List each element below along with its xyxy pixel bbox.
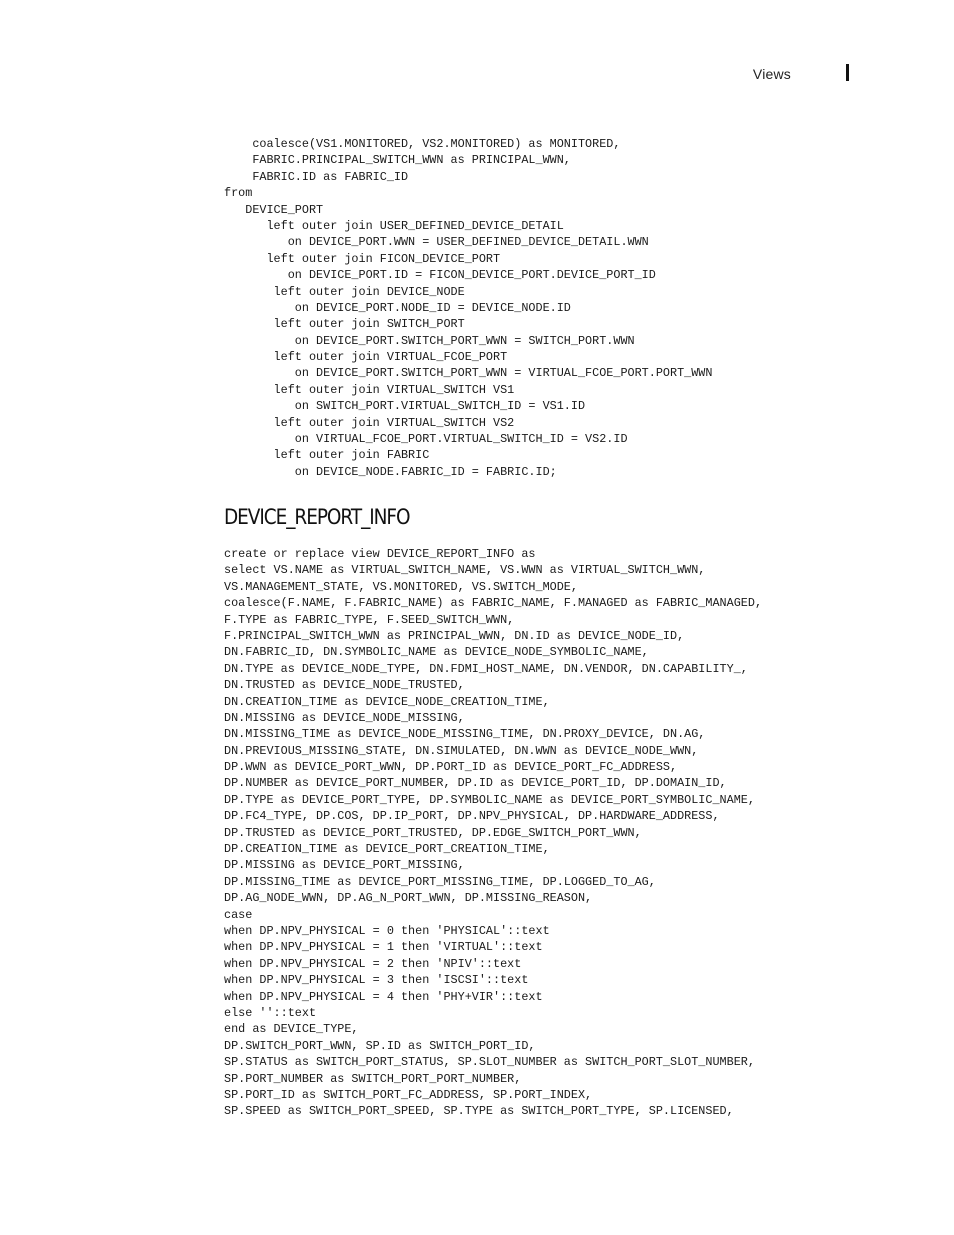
code-line: on VIRTUAL_FCOE_PORT.VIRTUAL_SWITCH_ID = VS2.ID [224, 432, 628, 447]
header-title: Views [752, 66, 791, 82]
code-line: from [224, 186, 253, 201]
code-line: when DP.NPV_PHYSICAL = 1 then 'VIRTUAL'::text [224, 940, 543, 955]
code-line: on DEVICE_PORT.SWITCH_PORT_WWN = VIRTUAL_FCOE_PORT.PORT_WWN [224, 366, 713, 381]
code-line: left outer join VIRTUAL_SWITCH VS1 [224, 382, 515, 397]
sql-code-block-device-report-info [224, 546, 762, 1120]
running-header [0, 64, 954, 86]
code-line: left outer join USER_DEFINED_DEVICE_DETAIL [224, 218, 564, 233]
code-line: DN.MISSING_TIME as DEVICE_NODE_MISSING_TIME, DN.PROXY_DEVICE, DN.AG, [224, 727, 706, 742]
code-line: SP.PORT_NUMBER as SWITCH_PORT_PORT_NUMBER, [224, 1071, 522, 1086]
code-line: end as DEVICE_TYPE, [224, 1022, 359, 1037]
code-line: on DEVICE_PORT.SWITCH_PORT_WWN = SWITCH_PORT.WWN [224, 333, 635, 348]
code-line: DP.MISSING as DEVICE_PORT_MISSING, [224, 858, 465, 873]
code-line: on SWITCH_PORT.VIRTUAL_SWITCH_ID = VS1.ID [224, 399, 586, 414]
code-line: DN.FABRIC_ID, DN.SYMBOLIC_NAME as DEVICE_NODE_SYMBOLIC_NAME, [224, 645, 649, 660]
sql-code-block-top [224, 136, 712, 480]
code-line: FABRIC.ID as FABRIC_ID [224, 169, 409, 184]
code-line: DP.WWN as DEVICE_PORT_WWN, DP.PORT_ID as DEVICE_PORT_FC_ADDRESS, [224, 760, 678, 775]
header-rule-bar [846, 64, 849, 81]
code-line: DN.TYPE as DEVICE_NODE_TYPE, DN.FDMI_HOST_NAME, DN.VENDOR, DN.CAPABILITY_, [224, 661, 748, 676]
code-line: else ''::text [224, 1005, 317, 1020]
code-line: select VS.NAME as VIRTUAL_SWITCH_NAME, VS.WWN as VIRTUAL_SWITCH_WWN, [224, 563, 706, 578]
code-line: DP.TRUSTED as DEVICE_PORT_TRUSTED, DP.EDGE_SWITCH_PORT_WWN, [224, 825, 642, 840]
code-line: FABRIC.PRINCIPAL_SWITCH_WWN as PRINCIPAL_WWN, [224, 153, 571, 168]
code-line: SP.SPEED as SWITCH_PORT_SPEED, SP.TYPE as SWITCH_PORT_TYPE, SP.LICENSED, [224, 1104, 734, 1119]
code-line: DP.AG_NODE_WWN, DP.AG_N_PORT_WWN, DP.MISSING_REASON, [224, 891, 593, 906]
code-line: when DP.NPV_PHYSICAL = 3 then 'ISCSI'::text [224, 973, 529, 988]
code-line: DP.CREATION_TIME as DEVICE_PORT_CREATION_TIME, [224, 842, 550, 857]
code-line: DP.FC4_TYPE, DP.COS, DP.IP_PORT, DP.NPV_PHYSICAL, DP.HARDWARE_ADDRESS, [224, 809, 720, 824]
code-line: DN.MISSING as DEVICE_NODE_MISSING, [224, 710, 465, 725]
code-line: coalesce(F.NAME, F.FABRIC_NAME) as FABRIC_NAME, F.MANAGED as FABRIC_MANAGED, [224, 596, 763, 611]
code-line: create or replace view DEVICE_REPORT_INFO as [224, 547, 536, 561]
code-line: left outer join VIRTUAL_FCOE_PORT [224, 350, 508, 365]
code-line: on DEVICE_NODE.FABRIC_ID = FABRIC.ID; [224, 464, 557, 479]
section-heading: DEVICE_REPORT_INFO [224, 505, 410, 529]
code-line: DN.PREVIOUS_MISSING_STATE, DN.SIMULATED, DN.WWN as DEVICE_NODE_WWN, [224, 743, 699, 758]
code-line: DP.MISSING_TIME as DEVICE_PORT_MISSING_TIME, DP.LOGGED_TO_AG, [224, 874, 656, 889]
code-line: DP.TYPE as DEVICE_PORT_TYPE, DP.SYMBOLIC_NAME as DEVICE_PORT_SYMBOLIC_NAME, [224, 792, 755, 807]
code-line: case [224, 907, 253, 922]
code-line: F.PRINCIPAL_SWITCH_WWN as PRINCIPAL_WWN, DN.ID as DEVICE_NODE_ID, [224, 628, 685, 643]
code-line: DEVICE_PORT [224, 202, 324, 217]
code-line: DP.NUMBER as DEVICE_PORT_NUMBER, DP.ID as DEVICE_PORT_ID, DP.DOMAIN_ID, [224, 776, 727, 791]
code-line: left outer join FICON_DEVICE_PORT [224, 251, 501, 266]
code-line: DN.CREATION_TIME as DEVICE_NODE_CREATION_TIME, [224, 694, 550, 709]
code-line: when DP.NPV_PHYSICAL = 4 then 'PHY+VIR'::text [224, 989, 543, 1004]
code-line: DP.SWITCH_PORT_WWN, SP.ID as SWITCH_PORT_ID, [224, 1038, 536, 1053]
code-line: on DEVICE_PORT.ID = FICON_DEVICE_PORT.DEVICE_PORT_ID [224, 268, 656, 283]
code-line: on DEVICE_PORT.NODE_ID = DEVICE_NODE.ID [224, 300, 571, 315]
code-line: F.TYPE as FABRIC_TYPE, F.SEED_SWITCH_WWN, [224, 612, 515, 627]
code-line: SP.STATUS as SWITCH_PORT_STATUS, SP.SLOT_NUMBER as SWITCH_PORT_SLOT_NUMBER, [224, 1055, 755, 1070]
code-line: on DEVICE_PORT.WWN = USER_DEFINED_DEVICE_DETAIL.WWN [224, 235, 649, 250]
code-line: left outer join FABRIC [224, 448, 430, 463]
code-line: SP.PORT_ID as SWITCH_PORT_FC_ADDRESS, SP.PORT_INDEX, [224, 1087, 593, 1102]
code-line: DN.TRUSTED as DEVICE_NODE_TRUSTED, [224, 678, 465, 693]
code-line: left outer join SWITCH_PORT [224, 317, 465, 332]
code-line: VS.MANAGEMENT_STATE, VS.MONITORED, VS.SWITCH_MODE, [224, 579, 578, 594]
code-line: when DP.NPV_PHYSICAL = 2 then 'NPIV'::text [224, 956, 522, 971]
code-line: left outer join VIRTUAL_SWITCH VS2 [224, 415, 515, 430]
code-line: left outer join DEVICE_NODE [224, 284, 465, 299]
code-line: coalesce(VS1.MONITORED, VS2.MONITORED) as MONITORED, [224, 137, 621, 151]
code-line: when DP.NPV_PHYSICAL = 0 then 'PHYSICAL'::text [224, 923, 550, 938]
